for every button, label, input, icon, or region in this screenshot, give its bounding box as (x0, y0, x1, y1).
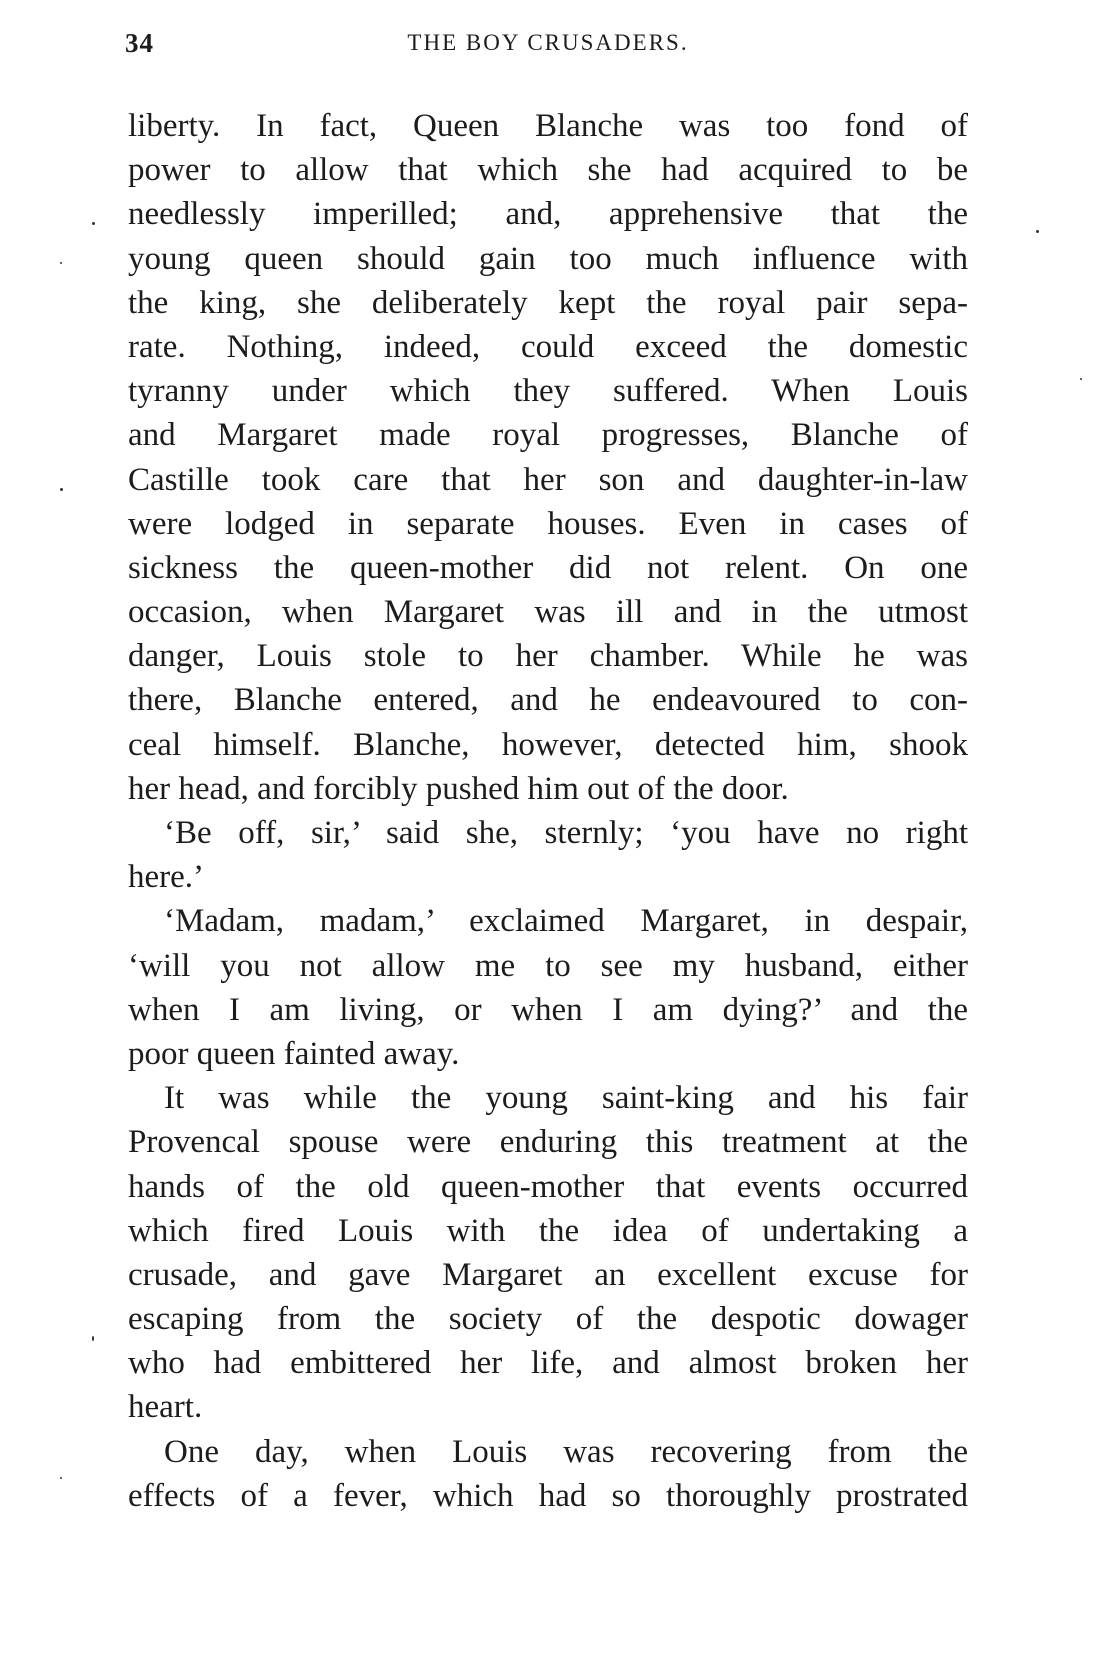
text-line: heart. (128, 1389, 203, 1426)
scan-speck (60, 262, 62, 264)
text-line: danger, Louis stole to her chamber. While he was (128, 638, 968, 675)
text-line: here.’ (128, 859, 205, 896)
body-text (128, 104, 968, 1518)
text-line: One day, when Louis was recovering from the (164, 1433, 968, 1470)
text-line: poor queen fainted away. (128, 1035, 460, 1072)
text-line: were lodged in separate houses. Even in cases of (128, 505, 968, 542)
scan-speck (60, 1477, 62, 1479)
text-line: and Margaret made royal progresses, Blanche of (128, 417, 968, 454)
text-line: the king, she deliberately kept the royal pair sepa- (128, 284, 968, 321)
text-line: sickness the queen-mother did not relent. On one (128, 549, 968, 586)
text-line: there, Blanche entered, and he endeavoured to con- (128, 682, 968, 719)
text-line: ‘Madam, madam,’ exclaimed Margaret, in despair, (164, 903, 968, 940)
text-line: needlessly imperilled; and, apprehensive that the (128, 196, 968, 233)
text-line: her head, and forcibly pushed him out of the door. (128, 770, 789, 807)
text-line: tyranny under which they suffered. When Louis (128, 373, 968, 410)
text-line: Castille took care that her son and daughter-in-law (128, 461, 968, 498)
text-line: ‘will you not allow me to see my husband, either (128, 947, 968, 984)
text-line: crusade, and gave Margaret an excellent excuse for (128, 1256, 968, 1293)
text-line: power to allow that which she had acquired to be (128, 152, 968, 189)
text-line: ceal himself. Blanche, however, detected him, shook (128, 726, 968, 763)
text-line: liberty. In fact, Queen Blanche was too fond of (128, 108, 968, 144)
scan-speck (92, 1336, 94, 1341)
text-line: rate. Nothing, indeed, could exceed the domestic (128, 328, 968, 365)
scan-speck (1080, 378, 1082, 380)
text-line: who had embittered her life, and almost broken her (128, 1345, 968, 1382)
page-number: 34 (125, 28, 154, 58)
text-line: Provencal spouse were enduring this treatment at the (128, 1124, 968, 1161)
running-title: THE BOY CRUSADERS. (407, 30, 689, 55)
text-line: young queen should gain too much influence with (128, 240, 968, 277)
scan-speck (1036, 230, 1039, 233)
text-line: effects of a fever, which had so thoroughly prostrated (128, 1477, 968, 1514)
running-head (125, 28, 971, 68)
text-line: when I am living, or when I am dying?’ and the (128, 991, 968, 1028)
text-line: It was while the young saint-king and his fair (164, 1080, 968, 1117)
text-line: occasion, when Margaret was ill and in the utmost (128, 594, 968, 631)
text-line: ‘Be off, sir,’ said she, sternly; ‘you have no right (164, 815, 968, 851)
text-line: escaping from the society of the despotic dowager (128, 1301, 968, 1338)
scan-speck (92, 222, 95, 225)
text-line: hands of the old queen-mother that events occurred (128, 1168, 968, 1205)
scan-speck (60, 488, 63, 491)
text-line: which fired Louis with the idea of undertaking a (128, 1212, 968, 1249)
